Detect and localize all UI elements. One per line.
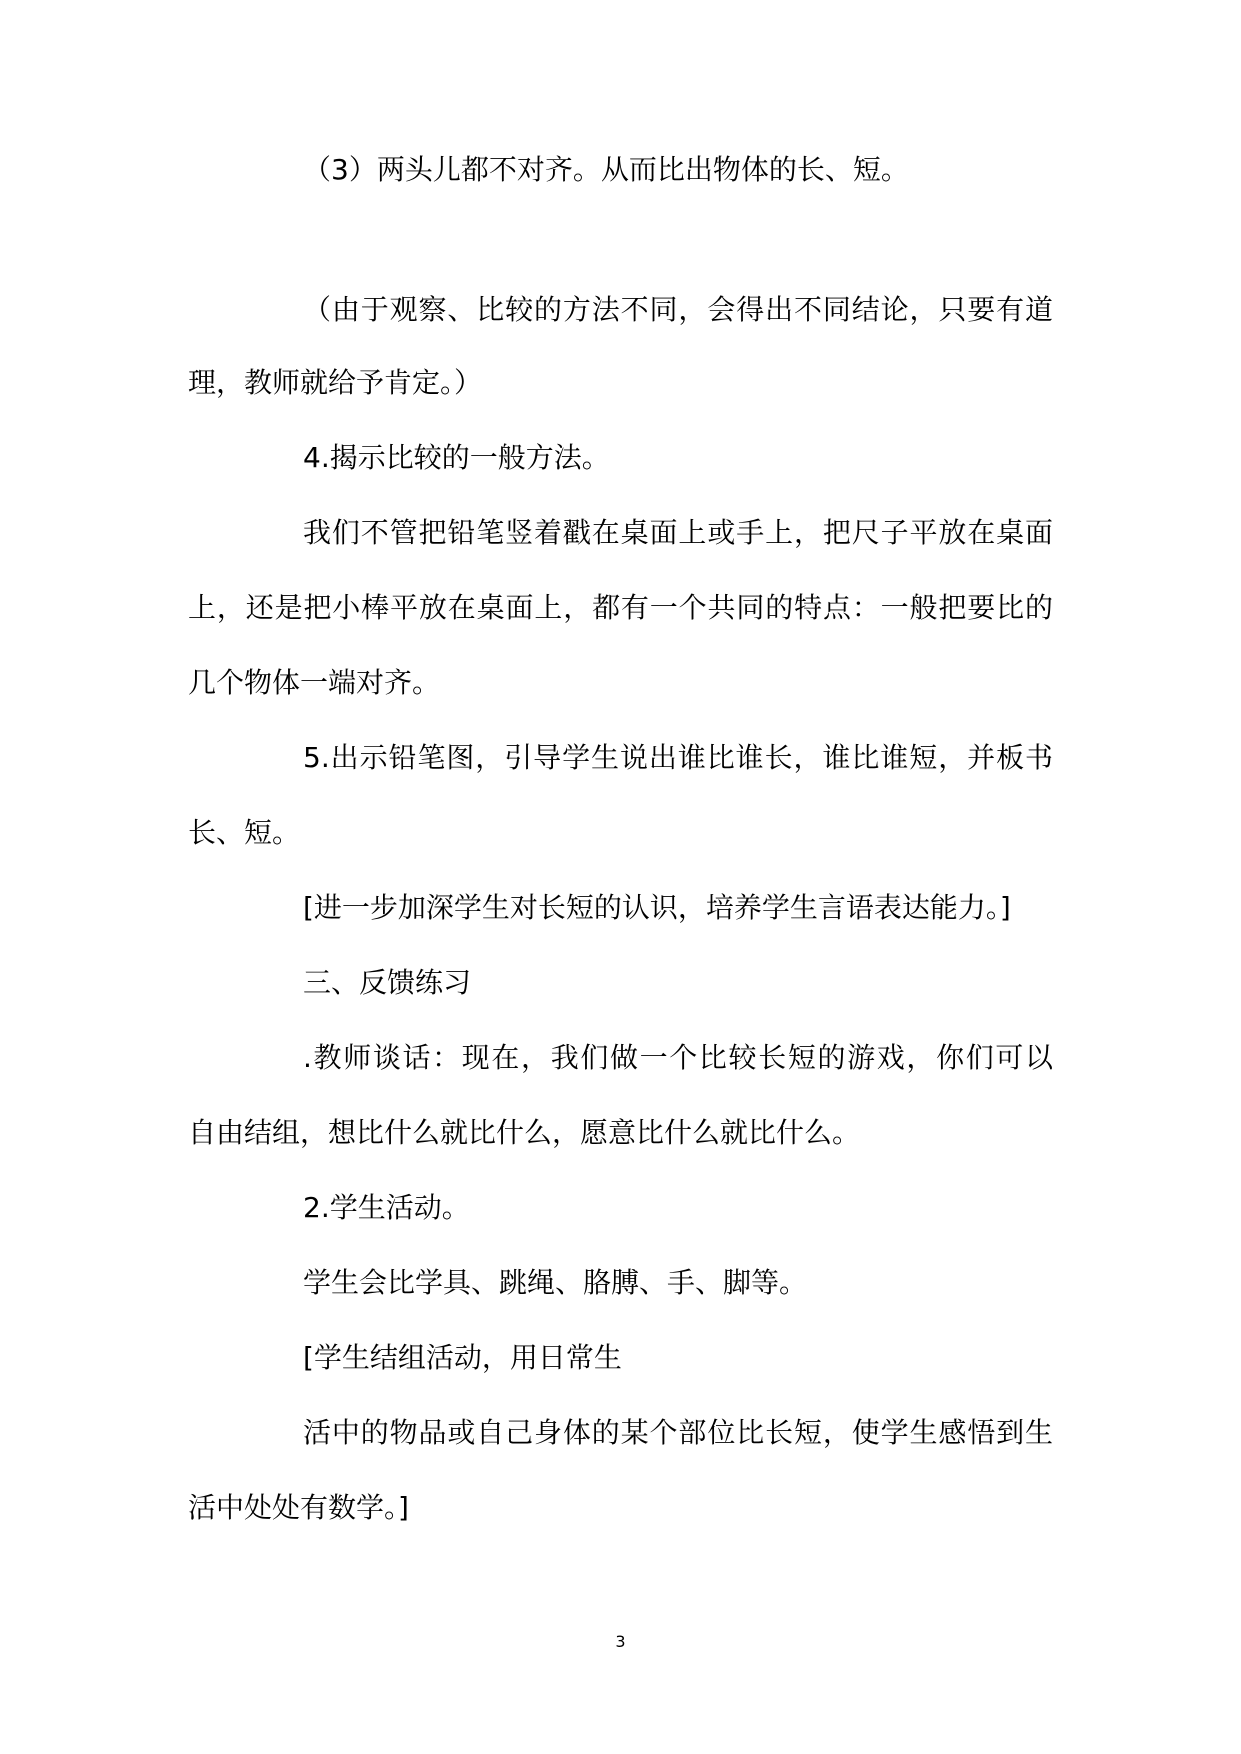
paragraph-line: 上，还是把小棒平放在桌面上，都有一个共同的特点：一般把要比的 <box>188 591 1053 624</box>
paragraph-line: （由于观察、比较的方法不同，会得出不同结论，只要有道 <box>303 293 1053 326</box>
paragraph-line: [进一步加深学生对长短的认识，培养学生言语表达能力。] <box>303 891 1011 924</box>
paragraph-line: 自由结组，想比什么就比什么，愿意比什么就比什么。 <box>188 1116 861 1149</box>
paragraph-line: 活中处处有数学。] <box>188 1491 409 1524</box>
paragraph-line: 几个物体一端对齐。 <box>188 666 441 699</box>
paragraph-line: 理，教师就给予肯定。） <box>188 366 483 399</box>
paragraph-line: [学生结组活动，用日常生 <box>303 1341 622 1374</box>
page-number: 3 <box>615 1632 626 1651</box>
paragraph-line: 长、短。 <box>188 816 301 849</box>
paragraph-line: （3）两头儿都不对齐。从而比出物体的长、短。 <box>303 153 909 186</box>
paragraph-line: 我们不管把铅笔竖着戳在桌面上或手上，把尺子平放在桌面 <box>303 516 1053 549</box>
paragraph-line: 4.揭示比较的一般方法。 <box>303 441 610 474</box>
paragraph-line: .教师谈话：现在，我们做一个比较长短的游戏，你们可以 <box>303 1041 1053 1074</box>
paragraph-line: 5.出示铅笔图，引导学生说出谁比谁长，谁比谁短，并板书 <box>303 741 1053 774</box>
paragraph-line: 学生会比学具、跳绳、胳膊、手、脚等。 <box>303 1266 808 1299</box>
paragraph-line: 活中的物品或自己身体的某个部位比长短，使学生感悟到生 <box>303 1416 1053 1449</box>
section-heading: 三、反馈练习 <box>303 966 472 999</box>
paragraph-line: 2.学生活动。 <box>303 1191 470 1224</box>
